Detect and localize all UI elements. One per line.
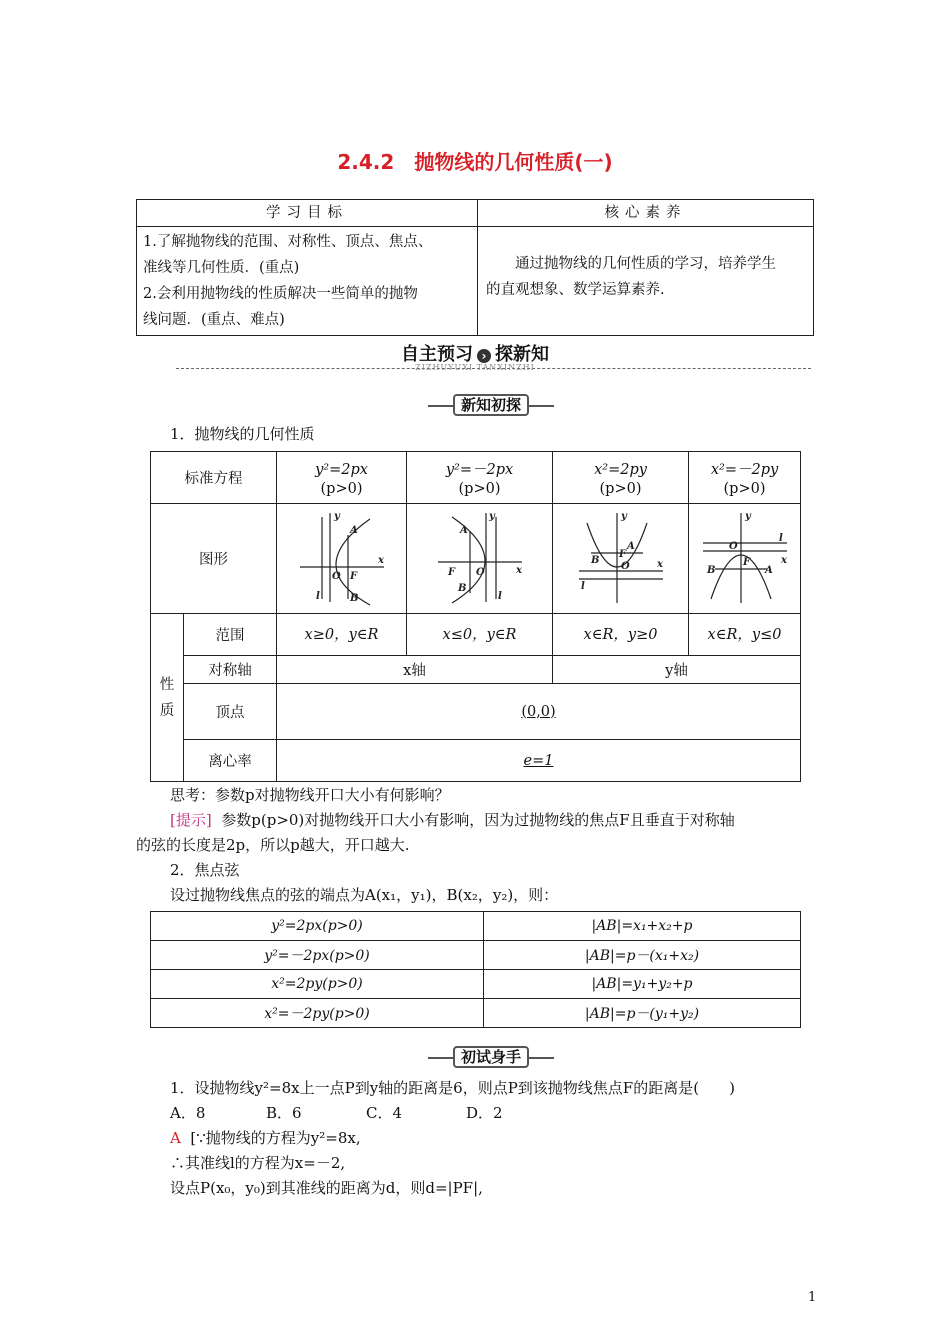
parabola-left-graph	[430, 507, 530, 607]
focal-len: |AB|=p－(y₁+y₂)	[484, 999, 801, 1028]
label-y: y	[620, 510, 627, 522]
goals-left-line: 线问题．(重点、难点)	[143, 312, 285, 328]
graph-cell-3	[553, 504, 689, 614]
label-b: B	[457, 582, 466, 594]
graph-cell-2	[407, 504, 553, 614]
row-vertex-label: 顶点	[184, 684, 277, 740]
goals-left-line: 1.了解抛物线的范围、对称性、顶点、焦点、	[143, 234, 433, 250]
focal-eq: y²=－2px(p>0)	[151, 941, 484, 970]
option-c: C．4	[366, 1104, 403, 1122]
row-range-label: 范围	[184, 614, 277, 656]
graph-cell-1	[277, 504, 407, 614]
range-cell: x∈R，y≥0	[553, 614, 689, 656]
goals-header-left: 学习目标	[137, 200, 478, 227]
label-y: y	[744, 510, 751, 522]
vertex-value: (0,0)	[521, 703, 556, 720]
question-1: 1．设抛物线y²=8x上一点P到y轴的距离是6，则点P到该抛物线焦点F的距离是( )	[170, 1079, 735, 1097]
label-f: F	[618, 548, 626, 560]
cond-2: (p>0)	[458, 480, 501, 497]
goals-left-cell	[137, 227, 478, 336]
option-d: D．2	[466, 1104, 503, 1122]
eq-3: x²=2py	[594, 461, 647, 478]
answer-line-3: 设点P(x₀，y₀)到其准线的距离为d，则d=|PF|,	[170, 1179, 483, 1197]
banner-arrow-icon: ›	[477, 349, 491, 363]
label-b: B	[706, 564, 715, 576]
row-prop-label: 性质	[151, 614, 184, 782]
tag-try-label: 初试身手	[453, 1046, 529, 1068]
focal-len: |AB|=p－(x₁+x₂)	[484, 941, 801, 970]
option-a: A．8	[170, 1104, 206, 1122]
focal-eq: x²=－2py(p>0)	[151, 999, 484, 1028]
answer-line-1	[170, 1126, 361, 1151]
hint-text-1: 参数p(p>0)对抛物线开口大小有影响，因为过抛物线的焦点F且垂直于对称轴	[221, 811, 735, 829]
focal-len: |AB|=y₁+y₂+p	[484, 970, 801, 999]
label-x: x	[780, 554, 787, 566]
goals-header-right: 核心素养	[478, 200, 814, 227]
label-o: O	[331, 570, 341, 582]
page-title: 2.4.2 抛物线的几何性质(一)	[337, 150, 613, 174]
label-y: y	[488, 510, 495, 522]
label-f: F	[447, 566, 455, 578]
eq-cell	[689, 452, 801, 504]
banner-subtitle: ZIZHUYUXI TANXINZHI	[415, 363, 535, 372]
chord-intro: 设过抛物线焦点的弦的端点为A(x₁，y₁)，B(x₂，y₂)，则：	[170, 886, 559, 904]
label-a: A	[764, 564, 773, 576]
parabola-right-graph	[292, 507, 392, 607]
label-x: x	[515, 564, 522, 576]
label-a: A	[349, 524, 358, 536]
vertex-cell	[277, 684, 801, 740]
label-l: l	[580, 580, 585, 592]
label-o: O	[475, 566, 485, 578]
goals-right-line: 通过抛物线的几何性质的学习，培养学生	[515, 256, 776, 272]
axis-y-cell: y轴	[553, 656, 801, 684]
label-f: F	[349, 570, 357, 582]
answer-text-1: [∵抛物线的方程为y²=8x,	[190, 1129, 361, 1147]
focal-eq: x²=2py(p>0)	[151, 970, 484, 999]
eq-2: y²=－2px	[445, 461, 514, 478]
label-o: O	[620, 560, 630, 572]
tag-new-label: 新知初探	[453, 394, 529, 416]
goals-right-cell	[478, 227, 814, 336]
label-l: l	[497, 590, 502, 602]
focal-eq: y²=2px(p>0)	[151, 912, 484, 941]
goals-left-line: 准线等几何性质．(重点)	[143, 260, 300, 276]
answer-letter: A	[170, 1129, 181, 1147]
focal-chord-table	[150, 911, 801, 1028]
parabola-down-graph	[695, 507, 795, 607]
label-l: l	[778, 532, 783, 544]
option-b: B．6	[266, 1104, 302, 1122]
ecc-cell	[277, 740, 801, 782]
row-axis-label: 对称轴	[184, 656, 277, 684]
row-ecc-label: 离心率	[184, 740, 277, 782]
think-question: 思考：参数p对抛物线开口大小有何影响？	[170, 786, 450, 804]
goals-right-line: 的直观想象、数学运算素养.	[486, 282, 665, 298]
label-b: B	[590, 554, 599, 566]
options-row	[170, 1101, 503, 1126]
label-x: x	[656, 558, 663, 570]
answer-line-2: ∴其准线l的方程为x=－2,	[170, 1154, 346, 1172]
hint-line-2: 的弦的长度是2p，所以p越大，开口越大.	[136, 836, 410, 854]
label-b: B	[349, 592, 358, 604]
heading-focal-chord: 2．焦点弦	[170, 861, 240, 879]
label-a: A	[459, 524, 468, 536]
row-std-label: 标准方程	[151, 452, 277, 504]
row-graph-label: 图形	[151, 504, 277, 614]
label-f: F	[742, 556, 750, 568]
cond-3: (p>0)	[599, 480, 642, 497]
label-x: x	[377, 554, 384, 566]
eq-cell	[277, 452, 407, 504]
hint-line-1	[170, 808, 820, 833]
eq-1: y²=2px	[315, 461, 368, 478]
banner-title-part2: 探新知	[491, 344, 553, 365]
range-cell: x∈R，y≤0	[689, 614, 801, 656]
eq-cell	[553, 452, 689, 504]
graph-cell-4	[689, 504, 801, 614]
ecc-value: e=1	[523, 752, 554, 769]
label-l: l	[315, 590, 320, 602]
label-o: O	[728, 540, 738, 552]
range-cell: x≥0，y∈R	[277, 614, 407, 656]
cond-4: (p>0)	[723, 480, 766, 497]
banner-title-part1: 自主预习	[397, 344, 477, 365]
label-a: A	[626, 540, 635, 552]
axis-x-cell: x轴	[277, 656, 553, 684]
tag-try	[428, 1045, 554, 1069]
page-number: 1	[808, 1290, 817, 1305]
hint-tag: [提示]	[170, 811, 212, 829]
eq-cell	[407, 452, 553, 504]
goals-left-line: 2.会利用抛物线的性质解决一些简单的抛物	[143, 286, 418, 302]
heading-properties: 1．抛物线的几何性质	[170, 425, 315, 443]
label-y: y	[333, 510, 340, 522]
parabola-up-graph	[571, 507, 671, 607]
focal-len: |AB|=x₁+x₂+p	[484, 912, 801, 941]
range-cell: x≤0，y∈R	[407, 614, 553, 656]
goals-table	[136, 199, 814, 336]
tag-new-knowledge	[428, 393, 554, 417]
properties-table	[150, 451, 801, 782]
cond-1: (p>0)	[320, 480, 363, 497]
eq-4: x²=－2py	[710, 461, 779, 478]
